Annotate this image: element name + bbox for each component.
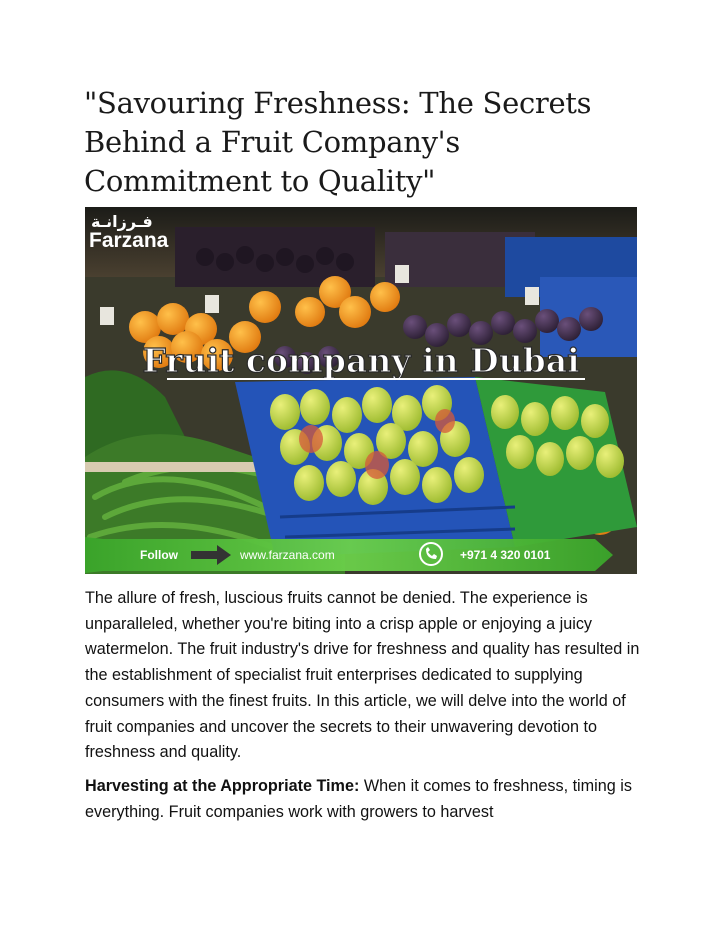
article-body: [85, 586, 645, 833]
section-text: When it comes to freshness, timing is everything. Fruit companies work with growers to harvest: [85, 776, 632, 821]
logo-arabic: فـرزانـة: [91, 212, 153, 231]
logo-farzana: Farzana: [89, 229, 169, 252]
banner-headline: Fruit company in Dubai: [142, 341, 580, 380]
section-harvesting: [85, 774, 645, 825]
article-title: "Savouring Freshness: The Secrets Behind a Fruit Company's Commitment to Quality": [84, 86, 592, 198]
banner-illustration: [85, 207, 637, 574]
intro-paragraph: The allure of fresh, luscious fruits cannot be denied. The experience is unparalleled, whether you're biting into a crisp apple or enjoying a juicy watermelon. The fruit industry's drive for freshness and quality has resulted in the establishment of specialist fruit enterprises dedicated to supplying consumers with the finest fruits. In this article, we will delve into the world of fruit companies and uncover the secrets to their unwavering devotion to freshness and quality.: [85, 589, 640, 762]
phone-number[interactable]: +971 4 320 0101: [460, 548, 551, 562]
follow-label: Follow: [140, 548, 178, 562]
website-link[interactable]: www.farzana.com: [240, 548, 335, 562]
fruit-market-banner: [85, 207, 637, 574]
section-heading: Harvesting at the Appropriate Time:: [85, 776, 360, 795]
